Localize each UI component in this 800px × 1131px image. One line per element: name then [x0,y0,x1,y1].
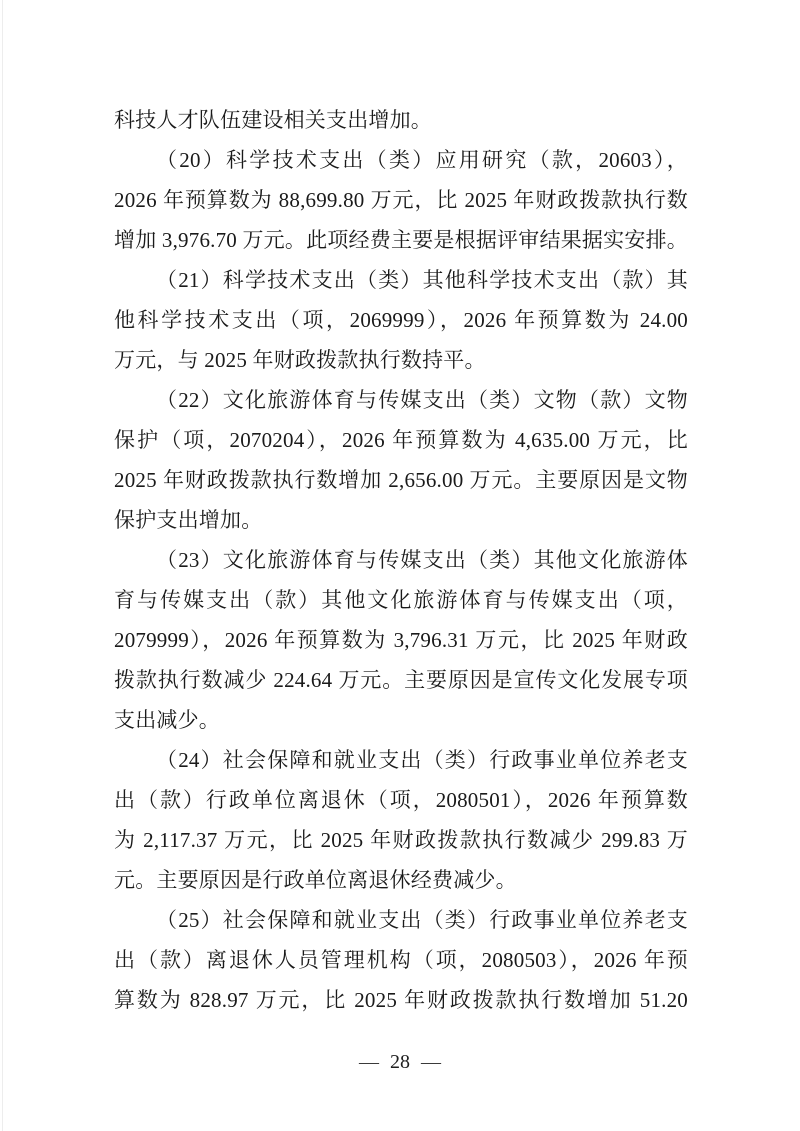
paragraph [114,260,688,380]
paragraph [114,380,688,540]
text-line: 科技人才队伍建设相关支出增加。 [114,108,432,132]
text-line: 元。主要原因是行政单位离退休经费减少。 [114,868,517,892]
text-line: 保护（项，2070204），2026 年预算数为 4,635.00 万元，比 [114,428,688,452]
text-line: 增加 3,976.70 万元。此项经费主要是根据评审结果据实安排。 [114,228,688,252]
text-line: 他科学技术支出（项，2069999），2026 年预算数为 24.00 [114,308,688,332]
text-line: 支出减少。 [114,708,220,732]
text-line: （24）社会保障和就业支出（类）行政事业单位养老支 [156,748,688,772]
text-line: （25）社会保障和就业支出（类）行政事业单位养老支 [156,908,688,932]
footer-dash-left: — [359,1051,379,1073]
paragraph [114,740,688,900]
text-line: （20）科学技术支出（类）应用研究（款，20603）， [156,148,688,172]
document-body [114,100,688,1020]
page-footer [0,1042,800,1082]
text-line: （21）科学技术支出（类）其他科学技术支出（款）其 [156,268,688,292]
paragraph [114,540,688,740]
text-line: （22）文化旅游体育与传媒支出（类）文物（款）文物 [156,388,688,412]
text-line: （23）文化旅游体育与传媒支出（类）其他文化旅游体 [156,548,688,572]
text-line: 2026 年预算数为 88,699.80 万元，比 2025 年财政拨款执行数 [114,188,688,212]
text-line: 出（款）行政单位离退休（项，2080501），2026 年预算数 [114,788,688,812]
text-line: 保护支出增加。 [114,508,263,532]
paragraph [114,900,688,1020]
text-line: 2025 年财政拨款执行数增加 2,656.00 万元。主要原因是文物 [114,468,688,492]
page-edge-shadow [2,0,3,1131]
text-line: 万元，与 2025 年财政拨款执行数持平。 [114,348,486,372]
text-line: 算数为 828.97 万元，比 2025 年财政拨款执行数增加 51.20 [114,988,688,1012]
footer-dash-right: — [421,1051,441,1073]
text-line: 为 2,117.37 万元，比 2025 年财政拨款执行数减少 299.83 万 [114,828,688,852]
paragraph [114,140,688,260]
text-line: 育与传媒支出（款）其他文化旅游体育与传媒支出（项， [114,588,688,612]
text-line: 出（款）离退休人员管理机构（项，2080503），2026 年预 [114,948,688,972]
text-line: 拨款执行数减少 224.64 万元。主要原因是宣传文化发展专项 [114,668,688,692]
page-number: 28 [390,1051,410,1073]
text-line: 2079999），2026 年预算数为 3,796.31 万元，比 2025 年财政 [114,628,688,652]
paragraph [114,100,688,140]
